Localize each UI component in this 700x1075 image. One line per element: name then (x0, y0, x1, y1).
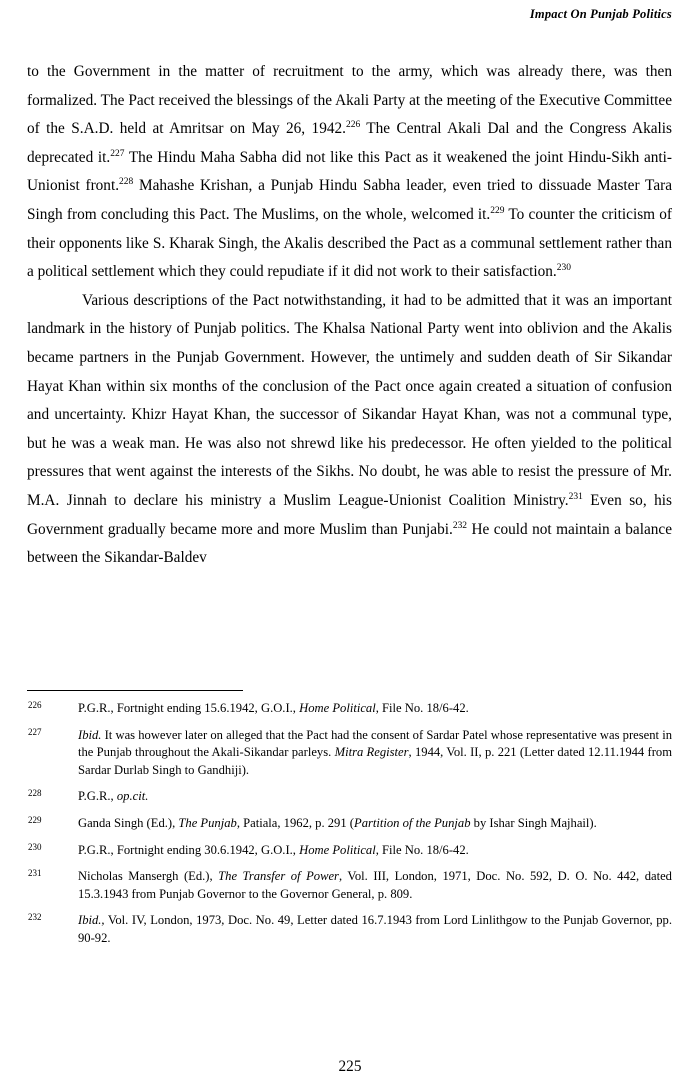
footnote-separator-rule (27, 690, 243, 691)
footnote-number[interactable]: 230 (28, 841, 42, 852)
italic-title-run: Ibid., (78, 913, 105, 928)
footnote-number[interactable]: 228 (28, 788, 42, 799)
text-run: by Ishar Singh Majhail). (470, 815, 597, 830)
footnote-entry (27, 912, 672, 947)
text-run: He could not maintain a balance between the Sikandar-Baldev (27, 520, 672, 567)
text-run: To counter the criticism of their opponents like S. Kharak Singh, the Akalis described the Pact as a communal settlement rather than a political settlement which they could repudiate if it did not work to their satisfaction. (27, 205, 672, 281)
footnote-text (78, 701, 469, 715)
footnote-reference-marker[interactable]: 228 (119, 177, 134, 188)
text-run: Ganda Singh (Ed.), (78, 815, 179, 830)
italic-title-run: Ibid. (78, 727, 102, 742)
footnote-reference-marker[interactable]: 226 (345, 120, 361, 131)
italic-title-run: Partition of the Punjab (354, 815, 471, 830)
text-run: , File No. 18/6-42. (375, 842, 469, 857)
footnote-reference-marker[interactable]: 232 (452, 520, 468, 531)
footnote-entry (27, 815, 672, 833)
text-run: Vol. IV, London, 1973, Doc. No. 49, Letter dated 16.7.1943 from Lord Linlithgow to the Punjab Governor, pp. 90-92. (78, 913, 672, 945)
footnote-text (78, 843, 469, 857)
footnote-list (27, 700, 672, 948)
text-run: Mahashe Krishan, a Punjab Hindu Sabha leader, even tried to dissuade Master Tara Singh from concluding this Pact. The Muslims, on the whole, welcomed it. (27, 177, 672, 223)
text-run: to the Government in the matter of recruitment to the army, which was already there, was then formalized. The Pact received the blessings of the Akali Party at the meeting of the Executive Committee of the S.A.D. held at Amritsar on May 26, 1942. (27, 63, 672, 138)
text-run: P.G.R., (78, 789, 117, 804)
footnote-reference-marker[interactable]: 230 (556, 263, 571, 274)
text-run: The Hindu Maha Sabha did not like this Pact as it weakened the joint Hindu-Sikh anti-Unionist front. (27, 148, 673, 195)
italic-title-run: Mitra Register (334, 745, 409, 760)
footnote-area (27, 690, 672, 948)
footnote-entry (27, 868, 672, 903)
running-header: Impact On Punjab Politics (529, 7, 672, 21)
footnote-text (78, 816, 597, 830)
text-run: Even so, his Government gradually became more and more Muslim than Punjabi. (27, 491, 672, 538)
footnote-number[interactable]: 232 (28, 912, 42, 923)
text-run: , 1944, Vol. II, p. 221 (Letter dated 12.11.1944 from Sardar Durlab Singh to Gandhiji). (78, 745, 672, 777)
footnote-text (78, 913, 672, 945)
text-run: Various descriptions of the Pact notwithstanding, it had to be admitted that it was an important landmark in the history of Punjab politics. The Khalsa National Party went into oblivion and the Akalis became partners in the Punjab Government. However, the untimely and sudden death of Sir Sikandar Hayat Khan within six months of the conclusion of the Pact once again created a situation of confusion and uncertainty. Khizr Hayat Khan, the successor of Sikandar Hayat Khan, was not a communal type, but he was a weak man. He was also not shrewd like his predecessor. He often yielded to the political pressures that went against the interests of the Sikhs. No doubt, he was able to resist the pressure of Mr. M.A. Jinnah to declare his ministry a Muslim League-Unionist Coalition Ministry. (27, 291, 672, 509)
footnote-reference-marker[interactable]: 227 (110, 148, 125, 159)
footnote-text (78, 869, 672, 901)
body-paragraph (27, 58, 672, 287)
text-run: , File No. 18/6-42. (375, 701, 469, 715)
body-text-block (27, 58, 672, 573)
body-paragraph-list (27, 58, 672, 573)
italic-title-run: The Punjab (178, 815, 237, 830)
text-run: The Central Akali Dal and the Congress Akalis deprecated it. (27, 120, 672, 166)
page-number: 225 (338, 1058, 362, 1075)
footnote-entry (27, 842, 672, 860)
footnote-text (78, 789, 148, 803)
text-run: It was however later on alleged that the Pact had the consent of Sardar Patel whose representative was present in the Punjab throughout the Akali-Sikandar parleys. (78, 727, 672, 760)
footnote-text (78, 728, 672, 777)
italic-title-run: Home Political (299, 842, 376, 857)
text-run: , Vol. III, London, 1971, Doc. No. 592, D. O. No. 442, dated 15.3.1943 from Punjab Governor to the Governor General, p. 809. (78, 869, 672, 901)
footnote-number[interactable]: 227 (28, 726, 42, 737)
footnote-entry (27, 727, 672, 780)
text-run: P.G.R., Fortnight ending 30.6.1942, G.O.I., (78, 842, 300, 857)
italic-title-run: op.cit. (116, 789, 149, 804)
footnote-reference-marker[interactable]: 231 (568, 491, 583, 502)
italic-title-run: Home Political (299, 701, 376, 715)
footnote-entry (27, 700, 672, 718)
footnote-entry (27, 788, 672, 806)
text-run: P.G.R., Fortnight ending 15.6.1942, G.O.I., (78, 701, 300, 715)
italic-title-run: The Transfer of Power (218, 869, 339, 884)
footnote-number[interactable]: 231 (28, 868, 42, 879)
body-paragraph (27, 287, 672, 573)
text-run: Nicholas Mansergh (Ed.), (78, 869, 219, 884)
footnote-number[interactable]: 226 (28, 700, 42, 710)
footnote-reference-marker[interactable]: 229 (490, 205, 505, 216)
text-run: , Patiala, 1962, p. 291 ( (236, 815, 354, 830)
footnote-number[interactable]: 229 (28, 814, 42, 825)
